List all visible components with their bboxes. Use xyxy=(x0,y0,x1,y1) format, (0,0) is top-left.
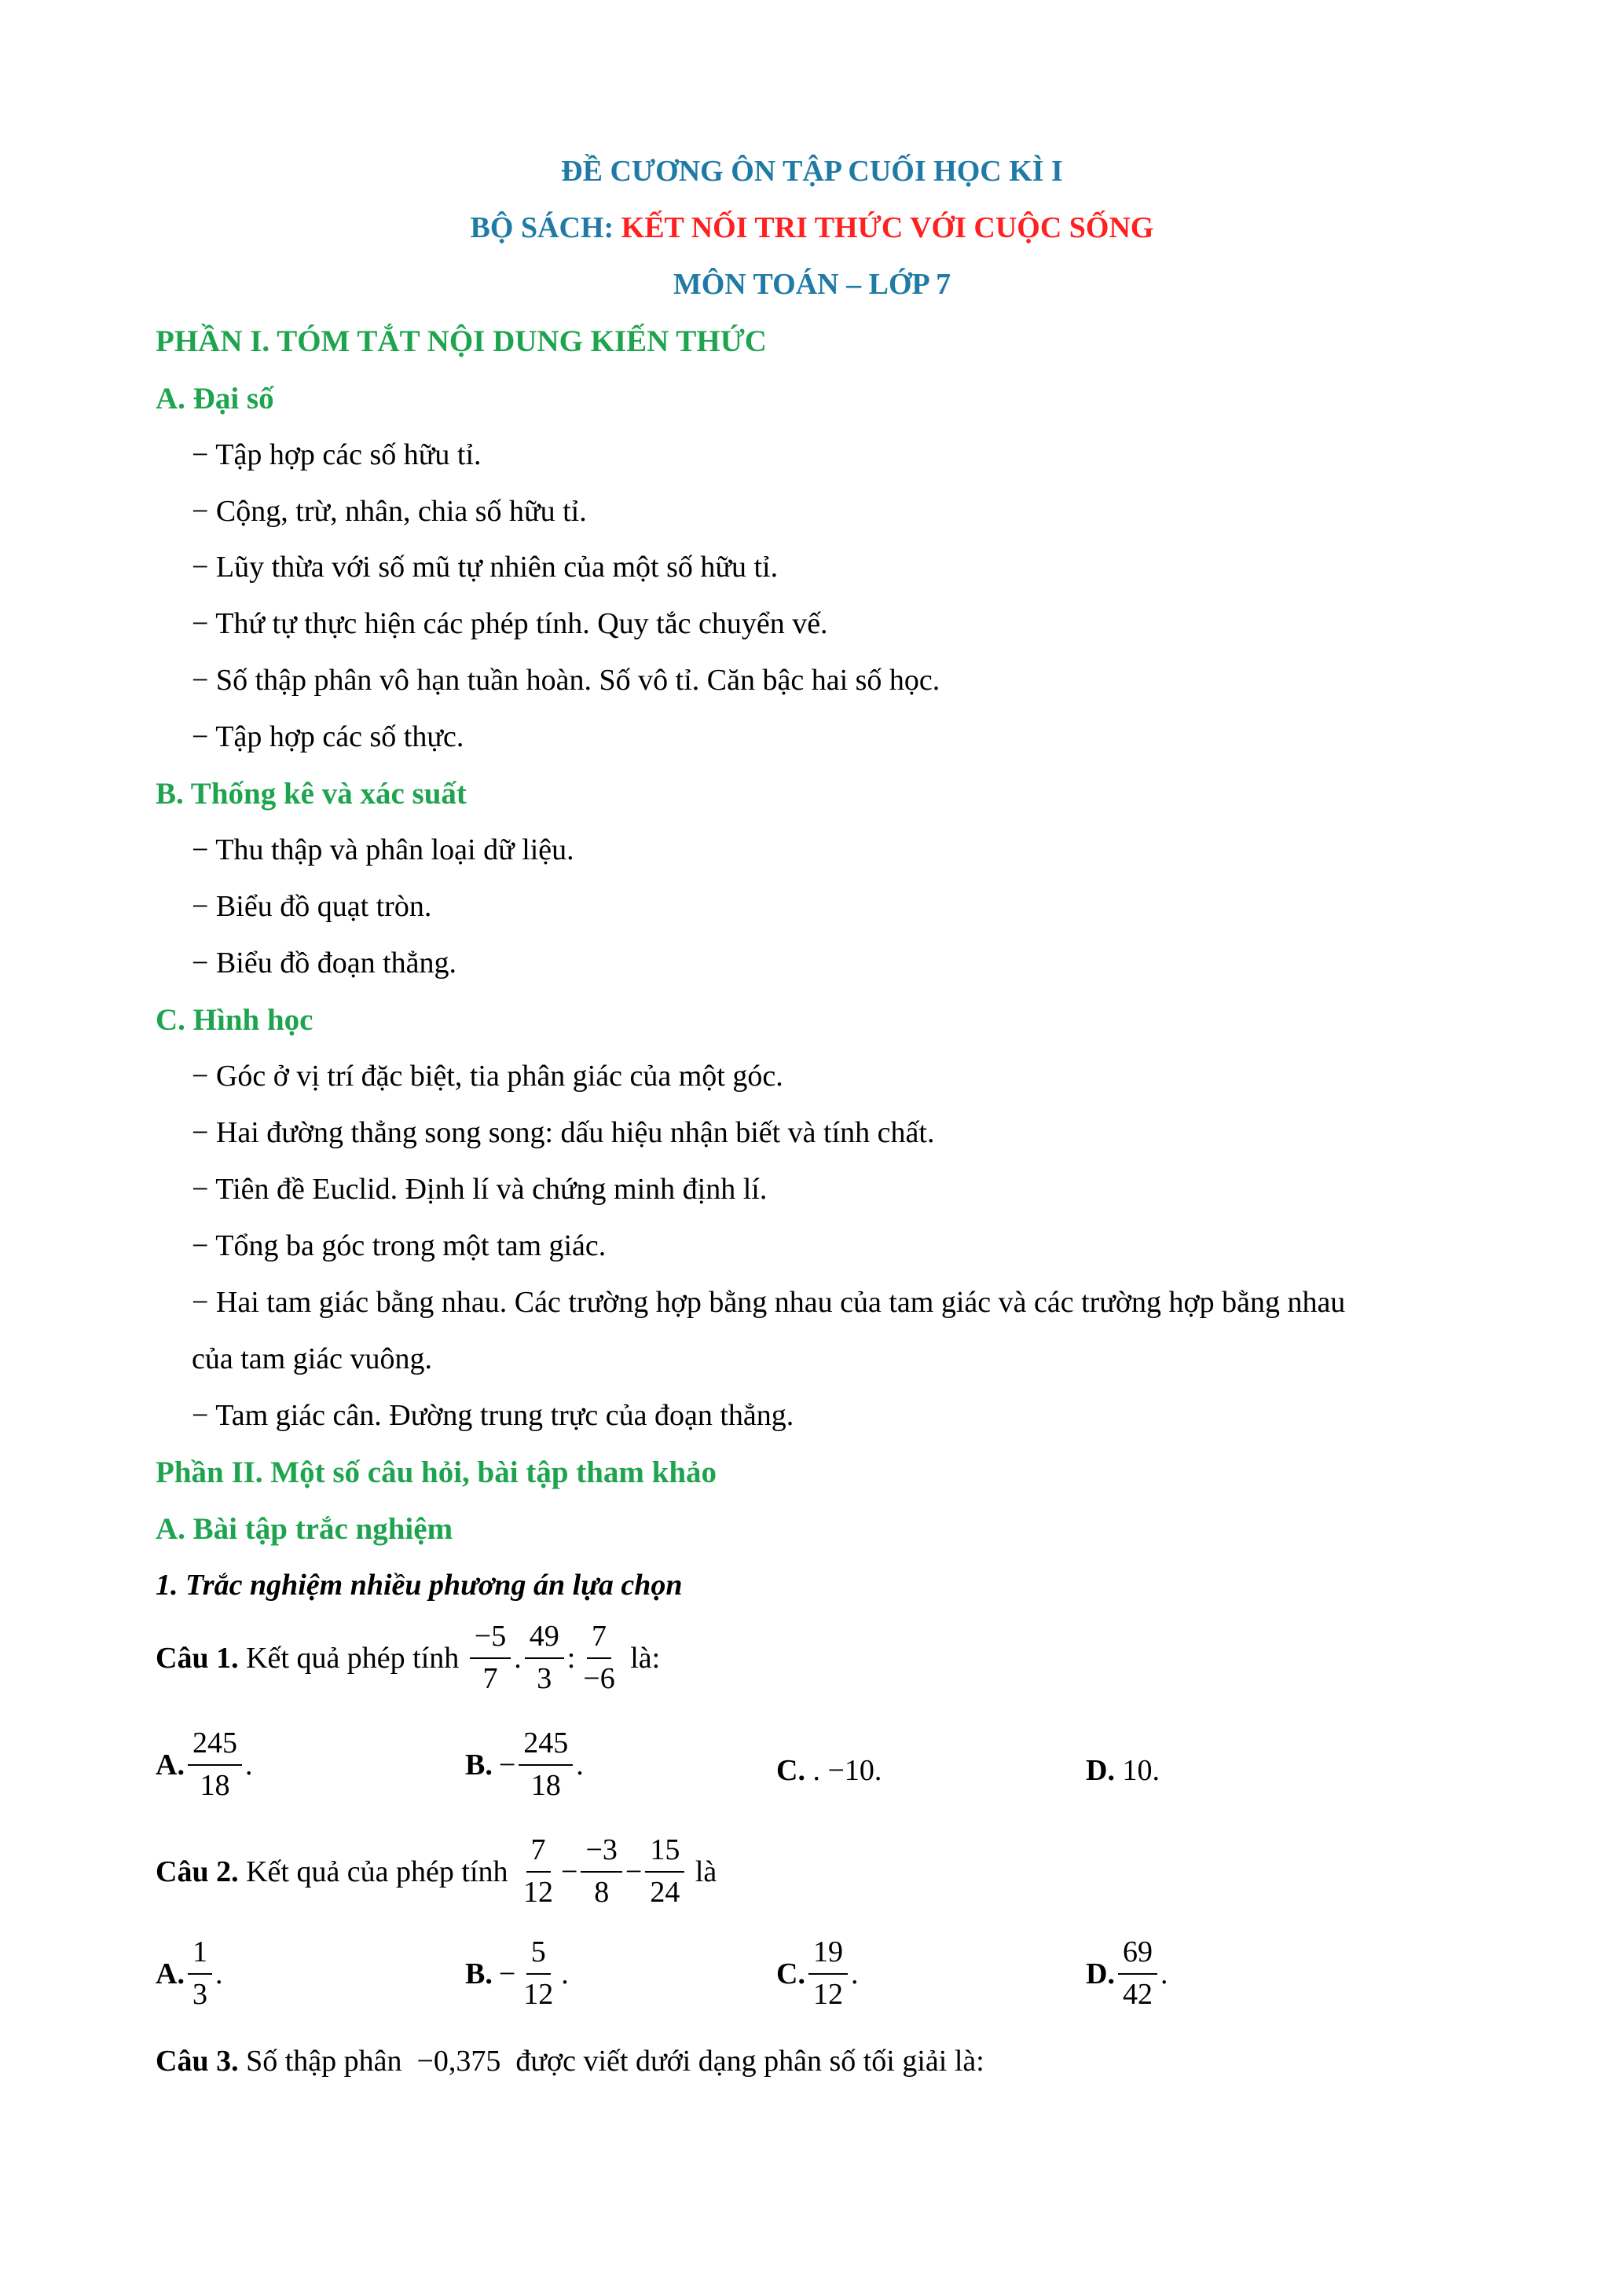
title-line-3: MÔN TOÁN – LỚP 7 xyxy=(673,268,951,301)
list-item: − Tập hợp các số hữu tỉ. xyxy=(192,438,482,471)
fraction xyxy=(1118,1937,1157,2011)
question-3 xyxy=(156,2044,984,2078)
book-label: BỘ SÁCH: xyxy=(470,211,621,244)
fraction xyxy=(581,1835,621,1909)
numerator: 19 xyxy=(808,1937,848,1975)
question-tail: là xyxy=(687,1855,717,1888)
denominator: −6 xyxy=(583,1661,615,1695)
question-text: Kết quả của phép tính xyxy=(238,1855,516,1888)
option-value: . −10. xyxy=(812,1754,882,1787)
denominator: 12 xyxy=(523,1977,554,2011)
book-name: KẾT NỐI TRI THỨC VỚI CUỘC SỐNG xyxy=(621,211,1154,244)
list-item: − Tiên đề Euclid. Định lí và chứng minh định lí. xyxy=(192,1173,768,1206)
numerator: 245 xyxy=(188,1728,242,1766)
operator: . xyxy=(514,1641,522,1675)
minus-sign: − xyxy=(498,1748,516,1782)
title-line-1: ĐỀ CƯƠNG ÔN TẬP CUỐI HỌC KÌ I xyxy=(561,155,1063,188)
list-item: − Tam giác cân. Đường trung trực của đoạn thẳng. xyxy=(192,1399,794,1432)
question-label: Câu 3. xyxy=(156,2045,239,2078)
fraction xyxy=(470,1621,511,1695)
operator: − xyxy=(561,1855,578,1888)
list-item: − Biểu đồ đoạn thẳng. xyxy=(192,947,456,980)
list-item: − Góc ở vị trí đặc biệt, tia phân giác của một góc. xyxy=(192,1060,783,1093)
option-label: A. xyxy=(156,1957,185,1990)
list-item: − Hai đường thẳng song song: dấu hiệu nhận biết và tính chất. xyxy=(192,1116,935,1149)
list-item: − Hai tam giác bằng nhau. Các trường hợp bằng nhau của tam giác và các trường hợp bằng nhau xyxy=(192,1286,1346,1319)
question-label: Câu 2. xyxy=(156,1855,239,1888)
denominator: 24 xyxy=(650,1875,680,1909)
part2-title: Phần II. Một số câu hỏi, bài tập tham khảo xyxy=(156,1456,717,1489)
denominator: 42 xyxy=(1122,1977,1153,2011)
denominator: 7 xyxy=(482,1661,498,1695)
part2-section-a-title: A. Bài tập trắc nghiệm xyxy=(156,1512,453,1546)
option-label: A. xyxy=(156,1748,185,1782)
section-c-title: C. Hình học xyxy=(156,1003,313,1037)
option-label: B. xyxy=(465,1748,493,1782)
q2-option-d xyxy=(1086,1937,1168,2011)
option-label: C. xyxy=(776,1754,813,1787)
numerator: 15 xyxy=(645,1835,684,1873)
q2-option-c xyxy=(776,1937,858,2011)
question-tail: là: xyxy=(622,1641,661,1675)
option-tail: . xyxy=(850,1957,859,1990)
numerator: 245 xyxy=(519,1728,573,1766)
option-tail: . xyxy=(561,1957,569,1990)
question-1 xyxy=(156,1621,660,1695)
question-text: Số thập phân −0,375 được viết dưới dạng phân số tối giải là: xyxy=(238,2045,984,2078)
fraction xyxy=(188,1937,212,2011)
fraction xyxy=(519,1937,558,2011)
numerator: −3 xyxy=(581,1835,621,1873)
numerator: 1 xyxy=(188,1937,212,1975)
option-label: D. xyxy=(1086,1957,1115,1990)
list-item: − Biểu đồ quạt tròn. xyxy=(192,890,432,923)
list-item: − Tổng ba góc trong một tam giác. xyxy=(192,1229,607,1262)
question-label: Câu 1. xyxy=(156,1641,239,1675)
fraction xyxy=(808,1937,848,2011)
option-label: D. xyxy=(1086,1754,1115,1787)
option-tail: . xyxy=(214,1957,223,1990)
numerator: 7 xyxy=(587,1621,611,1659)
list-item: của tam giác vuông. xyxy=(192,1342,433,1375)
question-2 xyxy=(156,1835,717,1909)
minus-sign: − xyxy=(498,1957,516,1990)
denominator: 8 xyxy=(594,1875,610,1909)
part1-title: PHẦN I. TÓM TẮT NỘI DUNG KIẾN THỨC xyxy=(156,324,767,358)
title-line-2 xyxy=(0,211,1624,245)
list-item: − Lũy thừa với số mũ tự nhiên của một số hữu tỉ. xyxy=(192,551,779,584)
numerator: 69 xyxy=(1118,1937,1157,1975)
fraction xyxy=(578,1621,619,1695)
option-value: 10. xyxy=(1114,1754,1160,1787)
list-item: − Thu thập và phân loại dữ liệu. xyxy=(192,833,574,866)
option-label: B. xyxy=(465,1957,493,1990)
question-text: Kết quả phép tính xyxy=(238,1641,467,1675)
section-b-title: B. Thống kê và xác suất xyxy=(156,777,467,811)
option-tail: . xyxy=(244,1748,253,1782)
q2-option-a xyxy=(156,1937,222,2011)
denominator: 12 xyxy=(523,1875,554,1909)
option-tail: . xyxy=(1160,1957,1168,1990)
numerator: −5 xyxy=(470,1621,511,1659)
option-tail: . xyxy=(576,1748,584,1782)
numerator: 5 xyxy=(526,1937,551,1975)
list-item: − Thứ tự thực hiện các phép tính. Quy tắc chuyển vế. xyxy=(192,607,828,640)
q1-option-c xyxy=(776,1753,882,1788)
operator: : xyxy=(566,1641,576,1675)
section-a-title: A. Đại số xyxy=(156,382,274,416)
fraction xyxy=(645,1835,684,1909)
q1-option-a xyxy=(156,1728,252,1802)
q1-option-d xyxy=(1086,1753,1160,1788)
denominator: 18 xyxy=(200,1768,230,1802)
fraction xyxy=(525,1621,564,1695)
denominator: 3 xyxy=(192,1977,207,2011)
denominator: 18 xyxy=(530,1768,561,1802)
list-item: − Số thập phân vô hạn tuần hoàn. Số vô tỉ. Căn bậc hai số học. xyxy=(192,664,940,697)
fraction xyxy=(519,1728,573,1802)
numerator: 7 xyxy=(526,1835,551,1873)
fraction xyxy=(188,1728,242,1802)
denominator: 12 xyxy=(812,1977,843,2011)
operator: − xyxy=(625,1855,643,1888)
q1-option-b xyxy=(465,1728,584,1802)
numerator: 49 xyxy=(525,1621,564,1659)
fraction xyxy=(519,1835,558,1909)
denominator: 3 xyxy=(537,1661,552,1695)
q2-option-b xyxy=(465,1937,569,2011)
option-label: C. xyxy=(776,1957,805,1990)
list-item: − Tập hợp các số thực. xyxy=(192,720,464,753)
list-item: − Cộng, trừ, nhân, chia số hữu tỉ. xyxy=(192,495,587,528)
part2-subheading: 1. Trắc nghiệm nhiều phương án lựa chọn xyxy=(156,1569,683,1602)
